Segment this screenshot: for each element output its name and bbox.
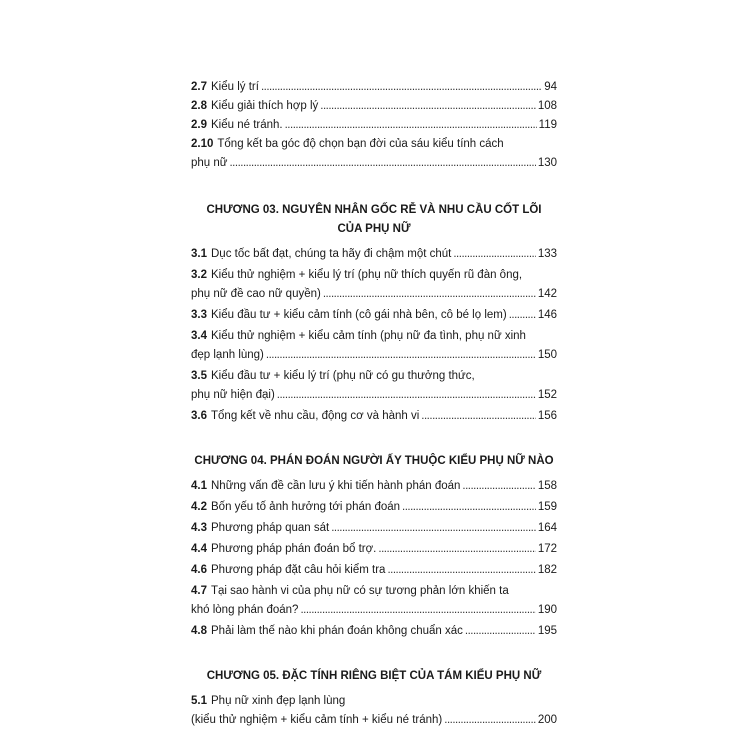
- section-number: 3.5: [191, 370, 207, 382]
- page-number: 133: [537, 248, 557, 260]
- dot-leader: [261, 78, 542, 97]
- section-title: Tại sao hành vi của phụ nữ có sự tương phản lớn khiến ta: [211, 585, 509, 597]
- dot-leader: [465, 622, 536, 641]
- toc-entry[interactable]: [191, 582, 557, 620]
- section-number: 2.7: [191, 81, 207, 93]
- section-number: 4.7: [191, 585, 207, 597]
- chapter-heading-line: CỦA PHỤ NỮ: [337, 223, 411, 235]
- section-number: 2.10: [191, 138, 214, 150]
- section-title: Bốn yếu tố ảnh hưởng tới phán đoán: [211, 501, 401, 513]
- toc-entry[interactable]: [191, 622, 557, 641]
- section-title: Kiểu giải thích hợp lý: [211, 100, 319, 112]
- toc-entry[interactable]: [191, 116, 557, 135]
- section-title: Kiểu thử nghiệm + kiểu cảm tính (phụ nữ đa tình, phụ nữ xinh: [211, 330, 526, 342]
- section-number: 4.3: [191, 522, 207, 534]
- section-title: Phải làm thế nào khi phán đoán không chuẩn xác: [211, 625, 463, 637]
- page-number: 150: [537, 349, 557, 361]
- section-title: Những vấn đề cần lưu ý khi tiến hành phán đoán: [211, 480, 461, 492]
- table-of-contents: [191, 78, 557, 730]
- section-number: 5.1: [191, 695, 207, 707]
- section-title: Phương pháp đặt câu hỏi kiểm tra: [211, 564, 386, 576]
- page-number: 200: [537, 714, 557, 726]
- toc-entry[interactable]: [191, 327, 557, 365]
- section-title: phụ nữ đề cao nữ quyền): [191, 288, 321, 300]
- toc-entry[interactable]: [191, 561, 557, 580]
- dot-leader: [378, 540, 535, 559]
- chapter-heading-line: CHƯƠNG 05. ĐẶC TÍNH RIÊNG BIỆT CỦA TÁM KIỂU PHỤ NỮ: [206, 670, 542, 682]
- section-number: 4.1: [191, 480, 207, 492]
- toc-entry[interactable]: [191, 498, 557, 517]
- section-title: Kiểu đầu tư + kiểu lý trí (phụ nữ có gu thưởng thức,: [211, 370, 475, 382]
- section-number: 3.1: [191, 248, 207, 260]
- section-number: 4.6: [191, 564, 207, 576]
- section-title: Dục tốc bất đạt, chúng ta hãy đi chậm một chút: [211, 248, 452, 260]
- dot-leader: [285, 116, 537, 135]
- dot-leader: [300, 601, 535, 620]
- page-number: 152: [537, 389, 557, 401]
- toc-entry[interactable]: [191, 407, 557, 426]
- page-number: 158: [537, 480, 557, 492]
- section-title: Tổng kết về nhu cầu, động cơ và hành vi: [211, 410, 420, 422]
- section-title: Kiểu lý trí: [211, 81, 259, 93]
- section-number: 3.2: [191, 269, 207, 281]
- dot-leader: [387, 561, 535, 580]
- toc-entry[interactable]: [191, 266, 557, 304]
- dot-leader: [402, 498, 536, 517]
- dot-leader: [277, 386, 536, 405]
- section-title: Phương pháp phán đoán bổ trợ.: [211, 543, 377, 555]
- dot-leader: [323, 285, 536, 304]
- page-number: 142: [537, 288, 557, 300]
- chapter-heading: [191, 201, 557, 239]
- section-title: Phụ nữ xinh đẹp lạnh lùng: [211, 695, 346, 707]
- dot-leader: [320, 97, 536, 116]
- section-title: Kiểu đầu tư + kiểu cảm tính (cô gái nhà bên, cô bé lọ lem): [211, 309, 507, 321]
- dot-leader: [229, 154, 535, 173]
- page-number: 146: [537, 309, 557, 321]
- dot-leader: [331, 519, 536, 538]
- toc-entry[interactable]: [191, 477, 557, 496]
- dot-leader: [266, 346, 536, 365]
- page-number: 119: [538, 119, 557, 131]
- page-number: 164: [537, 522, 557, 534]
- page-number: 108: [537, 100, 557, 112]
- page-number: 182: [537, 564, 557, 576]
- section-title: Phương pháp quan sát: [211, 522, 330, 534]
- page-number: 172: [537, 543, 557, 555]
- toc-entry[interactable]: [191, 135, 557, 173]
- section-number: 3.4: [191, 330, 207, 342]
- dot-leader: [453, 245, 535, 264]
- dot-leader: [509, 306, 536, 325]
- section-title: Kiểu thử nghiệm + kiểu lý trí (phụ nữ thích quyến rũ đàn ông,: [211, 269, 523, 281]
- toc-entry[interactable]: [191, 245, 557, 264]
- section-number: 4.8: [191, 625, 207, 637]
- section-title: khó lòng phán đoán?: [191, 604, 299, 616]
- section-title: Kiểu né tránh.: [211, 119, 283, 131]
- dot-leader: [444, 711, 536, 730]
- toc-entry[interactable]: [191, 367, 557, 405]
- page-number: 156: [537, 410, 557, 422]
- chapter-heading: [191, 452, 557, 471]
- dot-leader: [462, 477, 535, 496]
- section-number: 3.6: [191, 410, 207, 422]
- section-title: (kiểu thử nghiệm + kiểu cảm tính + kiểu né tránh): [191, 714, 443, 726]
- section-number: 2.8: [191, 100, 207, 112]
- toc-entry[interactable]: [191, 97, 557, 116]
- page-number: 195: [537, 625, 557, 637]
- section-number: 4.4: [191, 543, 207, 555]
- chapter-heading: [191, 667, 557, 686]
- section-number: 3.3: [191, 309, 207, 321]
- section-number: 2.9: [191, 119, 207, 131]
- section-number: 4.2: [191, 501, 207, 513]
- chapter-heading-line: CHƯƠNG 04. PHÁN ĐOÁN NGƯỜI ẤY THUỘC KIỂU PHỤ NỮ NÀO: [194, 455, 554, 467]
- toc-entry[interactable]: [191, 78, 557, 97]
- toc-entry[interactable]: [191, 692, 557, 730]
- page-number: 130: [537, 157, 557, 169]
- toc-entry[interactable]: [191, 306, 557, 325]
- section-title: phụ nữ: [191, 157, 228, 169]
- chapter-heading-line: CHƯƠNG 03. NGUYÊN NHÂN GỐC RỄ VÀ NHU CẦU CỐT LÕI: [206, 204, 542, 216]
- section-title: đẹp lạnh lùng): [191, 349, 264, 361]
- page-number: 159: [537, 501, 557, 513]
- toc-entry[interactable]: [191, 540, 557, 559]
- dot-leader: [421, 407, 536, 426]
- page-number: 190: [537, 604, 557, 616]
- toc-entry[interactable]: [191, 519, 557, 538]
- section-title: phụ nữ hiện đại): [191, 389, 275, 401]
- section-title: Tổng kết ba góc độ chọn bạn đời của sáu kiểu tính cách: [217, 138, 504, 150]
- page-number: 94: [544, 81, 557, 93]
